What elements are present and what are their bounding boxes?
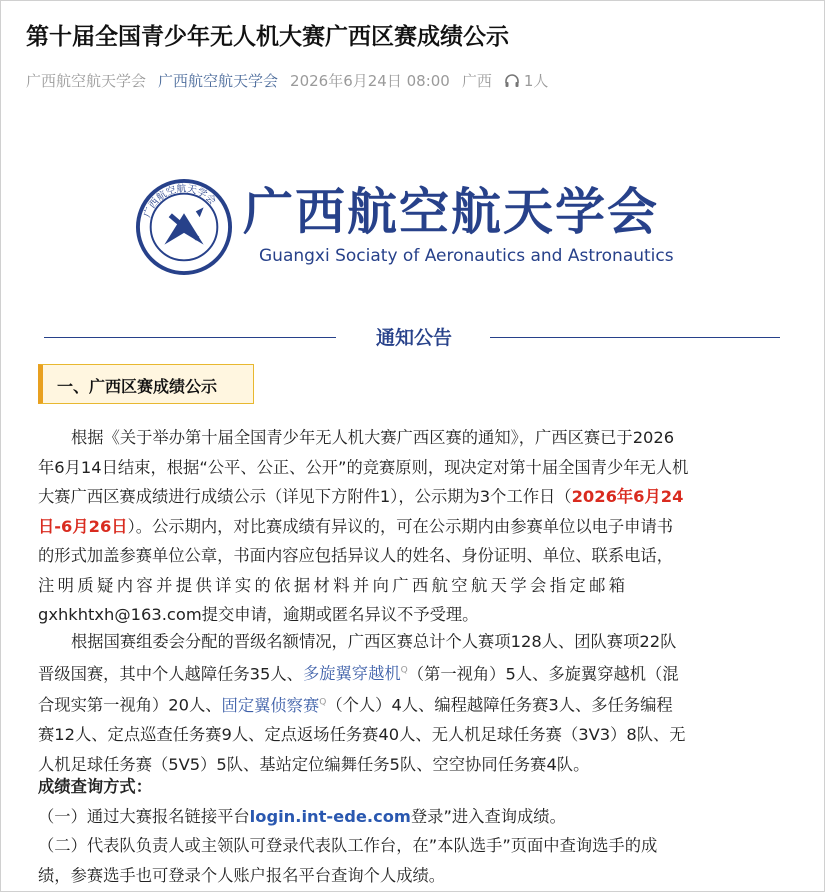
org-seal-logo (135, 178, 233, 276)
text-line: 年6月14日结束，根据“公平、公正、公开”的竞赛原则，现决定对第十届全国青少年无人机 (38, 457, 689, 477)
org-banner (135, 170, 695, 280)
text-line: 大赛广西区赛成绩进行成绩公示（详见下方附件1），公示期为3个工作日（2026年6月24 (38, 487, 684, 506)
query-item-2: （二）代表队负责人或主领队可登录代表队工作台，在”本队选手”页面中查询选手的成 (38, 836, 658, 855)
text-line: 的形式加盖参赛单位公章，书面内容应包括异议人的姓名、身份证明、单位、联系电话， (38, 546, 673, 565)
divider-left (44, 337, 336, 338)
query-item-2-cont: 绩，参赛选手也可登录个人账户报名平台查询个人成绩。 (38, 865, 446, 885)
section-title: 一、广西区赛成绩公示 (57, 377, 218, 396)
meta-region: 广西 (461, 72, 492, 90)
section-title-box (38, 364, 254, 404)
platform-link[interactable]: login.int-ede.com (249, 806, 411, 826)
meta-datetime: 2026年6月24日 08:00 (290, 72, 450, 90)
svg-text:广西航空航天学会: 广西航空航天学会 (142, 183, 218, 220)
text-line: 赛12人、定点巡查任务赛9人、定点返场任务赛40人、无人机足球任务赛（3V3）8队、无 (38, 725, 686, 745)
query-section (38, 772, 784, 890)
text-line: 注明质疑内容并提供详实的依据材料并向广西航空航天学会指定邮箱 (38, 575, 629, 595)
text-line: 根据《关于举办第十届全国青少年无人机大赛广西区赛的通知》，广西区赛已于2026 (71, 428, 675, 447)
search-icon: Q (319, 697, 327, 708)
org-name-cn: 广西航空航天学会 (243, 183, 659, 241)
listen-button[interactable] (504, 70, 549, 91)
article-meta (26, 70, 548, 91)
headphones-icon (504, 73, 520, 89)
meta-source: 广西航空航天学会 (26, 72, 147, 90)
deadline-highlight: 日-6月26日 (38, 516, 128, 536)
keyword-link-fixedwing[interactable]: 固定翼侦察赛$^Q$ (221, 695, 327, 715)
paragraph-quota (38, 627, 784, 779)
query-heading: 成绩查询方式： (38, 777, 152, 796)
text-line: 人机足球任务赛（5V5）5队、基站定位编舞任务5队、空空协同任务赛4队。 (38, 754, 590, 774)
text-line: 根据国赛组委会分配的晋级名额情况，广西区赛总计个人赛项128人、团队赛项22队 (71, 632, 677, 651)
org-name-en: Guangxi Sociaty of Aeronautics and Astronautics (259, 246, 674, 266)
text-line: 晋级国赛，其中个人越障任务35人、多旋翼穿越机$^Q$（第一视角）5人、多旋翼穿越机（混 (38, 663, 679, 683)
text-line: 合现实第一视角）20人、固定翼侦察赛$^Q$（个人）4人、编程越障任务赛3人、多任务编程 (38, 695, 673, 715)
keyword-link-fpv[interactable]: 多旋翼穿越机$^Q$ (302, 663, 408, 683)
notice-heading: 通知公告 (375, 327, 452, 349)
search-icon: Q (400, 665, 408, 676)
account-link[interactable]: 广西航空航天学会 (158, 72, 279, 90)
query-item-1: （一）通过大赛报名链接平台login.int-ede.com登录”进入查询成绩。 (38, 806, 566, 826)
article-title: 第十届全国青少年无人机大赛广西区赛成绩公示 (26, 24, 509, 50)
paragraph-announcement (38, 423, 784, 630)
deadline-highlight: 2026年6月24 (571, 487, 684, 506)
text-line: 日-6月26日）。公示期内，对比赛成绩有异议的，可在公示期内由参赛单位以电子申请书 (38, 516, 674, 536)
text-line: gxhkhtxh@163.com提交申请，逾期或匿名异议不予受理。 (38, 605, 479, 624)
divider-right (490, 337, 780, 338)
listen-count: 1人 (523, 72, 549, 90)
